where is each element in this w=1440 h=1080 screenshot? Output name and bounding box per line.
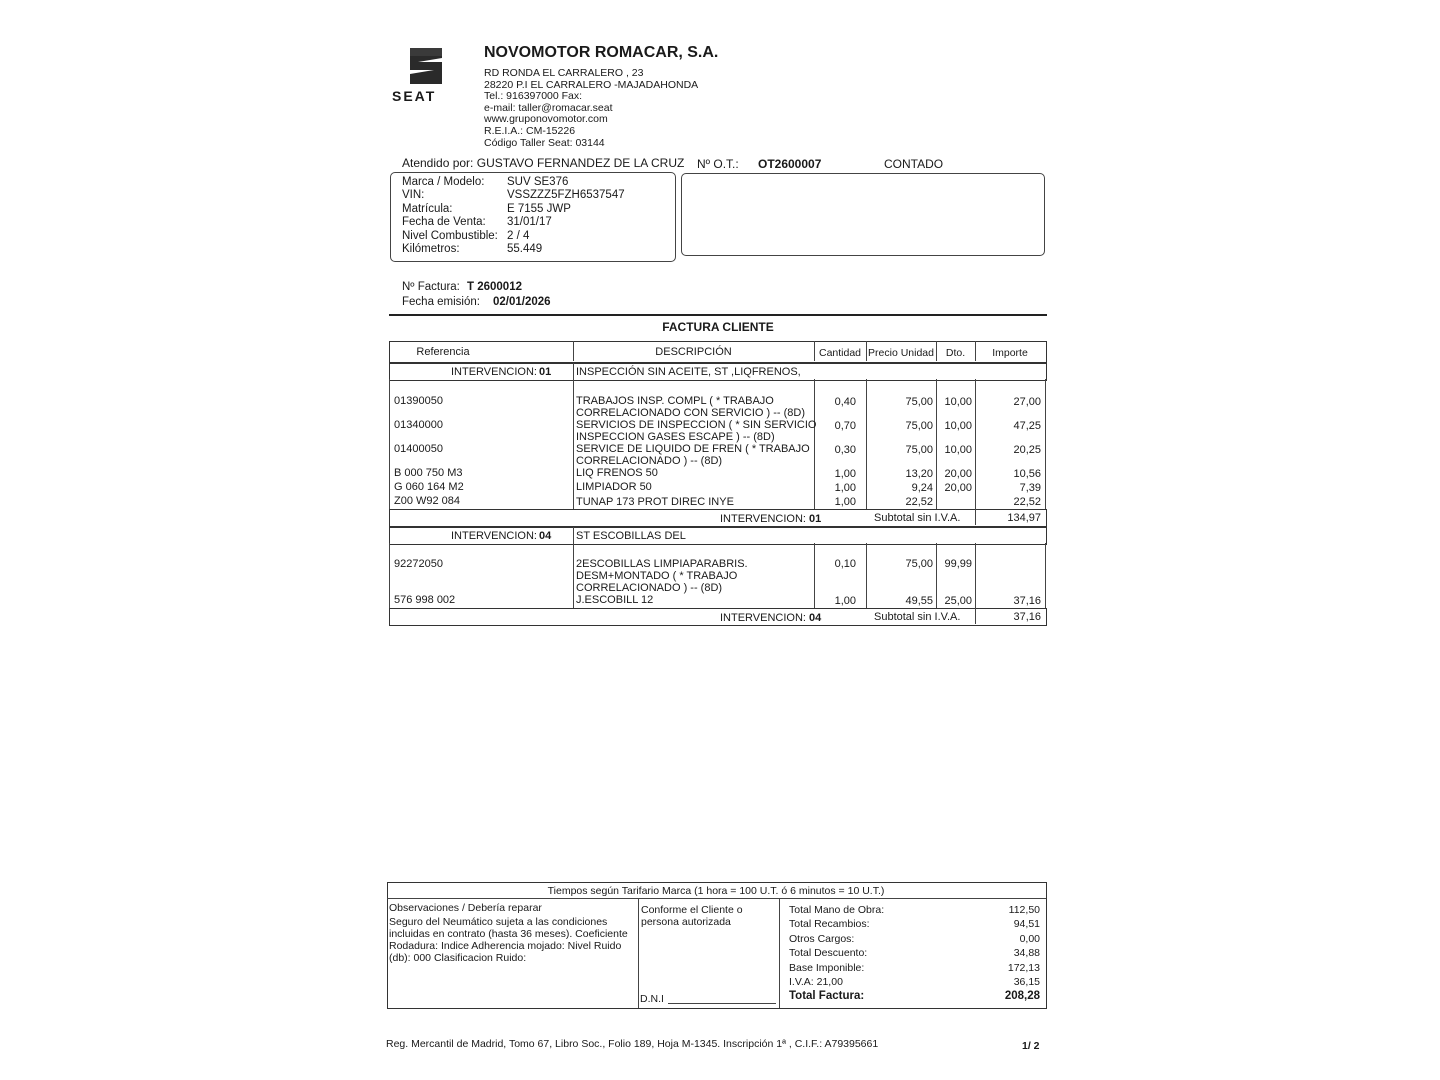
col-divider — [573, 379, 574, 509]
row-price: 49,55 — [905, 595, 933, 607]
total-value: 36,15 — [1013, 976, 1040, 989]
client-line: persona autorizada — [641, 916, 731, 928]
row-disc: 99,99 — [944, 558, 972, 570]
row-desc-line: TRABAJOS INSP. COMPL ( * TRABAJO — [576, 395, 774, 407]
subtotal-value: 37,16 — [1013, 611, 1041, 623]
tarifario-note: Tiempos según Tarifario Marca (1 hora = 100 U.T. ó 6 minutos = 10 U.T.) — [547, 885, 885, 897]
dni-label: D.N.I — [640, 993, 664, 1005]
vehicle-value: E 7155 JWP — [507, 202, 571, 215]
summary-col-divider — [638, 898, 639, 1008]
observations-line: Rodadura: Indice Adherencia mojado: Nivel Ruido — [389, 940, 622, 952]
row-price: 75,00 — [905, 558, 933, 570]
row-amount: 10,56 — [1013, 468, 1041, 480]
col-header-price: Precio Unidad — [868, 347, 934, 359]
address-line: 28220 P.I EL CARRALERO -MAJADAHONDA — [484, 78, 699, 91]
invoice-title: FACTURA CLIENTE — [662, 320, 774, 334]
row-desc-line: J.ESCOBILL 12 — [576, 594, 654, 606]
row-desc-line: DESM+MONTADO ( * TRABAJO — [576, 570, 738, 582]
payment-method: CONTADO — [884, 157, 944, 171]
total-label: Base Imponible: — [789, 961, 865, 974]
total-value: 94,51 — [1013, 918, 1040, 931]
row-qty: 0,40 — [834, 396, 856, 408]
client-signature-label — [641, 904, 743, 928]
row-desc-line: LIQ FRENOS 50 — [576, 467, 658, 479]
invoice-number: T 2600012 — [467, 281, 522, 293]
total-label: Otros Cargos: — [789, 932, 855, 945]
customer-box — [681, 173, 1045, 256]
intervention-number: 01 — [539, 366, 552, 378]
ot-label: Nº O.T.: — [697, 157, 739, 171]
row-qty: 1,00 — [834, 496, 856, 508]
attended-label: Atendido por: — [402, 156, 474, 170]
address-line: Tel.: 916397000 Fax: — [484, 90, 583, 103]
row-desc-line: CORRELACIONADO CON SERVICIO ) -- (8D) — [576, 407, 805, 419]
row-price: 75,00 — [905, 420, 933, 432]
logo-wordmark: SEAT — [392, 88, 437, 104]
intervention-label: INTERVENCION: — [451, 530, 537, 542]
subtotal-intervention-number: 04 — [809, 612, 822, 624]
row-ref: 92272050 — [394, 558, 443, 570]
vehicle-values — [507, 176, 625, 256]
row-desc-line: SERVICIOS DE INSPECCION ( * SIN SERVICIO — [576, 419, 817, 431]
attended-value: GUSTAVO FERNANDEZ DE LA CRUZ — [476, 156, 685, 170]
row-desc-line: CORRELACIONADO ) -- (8D) — [576, 455, 723, 467]
subtotal-intervention-label: INTERVENCION: — [720, 612, 806, 624]
subtotal-intervention-label: INTERVENCION: — [720, 513, 806, 525]
row-ref: G 060 164 M2 — [394, 481, 464, 493]
invoice-number-label: Nº Factura: — [402, 281, 460, 293]
row-ref: 01390050 — [394, 395, 443, 407]
vehicle-value: 55.449 — [507, 243, 543, 256]
intervention-label: INTERVENCION: — [451, 366, 537, 378]
col-divider — [573, 527, 574, 543]
grand-total-value: 208,28 — [1004, 990, 1040, 1002]
vehicle-value: SUV SE376 — [507, 176, 569, 188]
row-amount: 20,25 — [1013, 444, 1041, 456]
vehicle-label: Kilómetros: — [402, 243, 460, 256]
address-line: e-mail: taller@romacar.seat — [484, 101, 613, 114]
table-edge — [1045, 379, 1046, 509]
vehicle-label: Nivel Combustible: — [402, 229, 498, 242]
row-disc: 10,00 — [944, 420, 972, 432]
row-ref: 576 998 002 — [394, 594, 456, 606]
row-price: 9,24 — [911, 482, 933, 494]
row-price: 75,00 — [905, 444, 933, 456]
intervention-number: 04 — [539, 530, 552, 542]
seat-logo-icon — [404, 46, 448, 86]
observations-line: incluidas en contrato (hasta 36 meses). Coeficiente — [389, 928, 628, 940]
row-qty: 0,70 — [834, 420, 856, 432]
total-label: I.V.A: 21,00 — [789, 976, 843, 989]
table-edge — [389, 543, 390, 608]
vehicle-labels — [402, 176, 498, 256]
total-value: 34,88 — [1013, 947, 1040, 960]
row-disc: 10,00 — [944, 396, 972, 408]
invoice-date: 02/01/2026 — [493, 296, 551, 308]
row-desc-line: INSPECCION GASES ESCAPE ) -- (8D) — [576, 431, 775, 443]
row-disc: 25,00 — [944, 595, 972, 607]
row-disc: 20,00 — [944, 468, 972, 480]
address-line: RD RONDA EL CARRALERO , 23 — [484, 67, 644, 79]
row-desc-line: CORRELACIONADO ) -- (8D) — [576, 582, 723, 594]
row-desc-line: SERVICE DE LIQUIDO DE FREN ( * TRABAJO — [576, 443, 810, 455]
row-desc — [576, 558, 748, 594]
row-amount: 27,00 — [1013, 396, 1041, 408]
col-header-disc: Dto. — [945, 347, 966, 359]
col-divider — [573, 363, 574, 379]
intervention-title: ST ESCOBILLAS DEL — [576, 530, 686, 542]
row-desc — [576, 419, 816, 443]
total-label: Total Recambios: — [789, 918, 870, 931]
row-amount: 7,39 — [1019, 482, 1041, 494]
table-edge — [1045, 543, 1046, 608]
table-edge — [389, 379, 390, 509]
row-amount: 47,25 — [1013, 420, 1041, 432]
page-number: 1/ 2 — [1022, 1040, 1040, 1052]
intervention-title: INSPECCIÓN SIN ACEITE, ST ,LIQFRENOS, — [576, 366, 801, 378]
col-header-amount: Importe — [992, 347, 1028, 359]
observations-line: (db): 000 Clasificacion Ruido: — [389, 952, 527, 964]
row-ref: 01340000 — [394, 419, 443, 431]
row-desc — [576, 443, 810, 467]
row-desc-line: TUNAP 173 PROT DIREC INYE — [576, 496, 734, 508]
client-line: Conforme el Cliente o — [641, 904, 743, 916]
total-value: 172,13 — [1007, 961, 1040, 974]
vehicle-value: 2 / 4 — [507, 229, 530, 242]
row-amount: 37,16 — [1013, 595, 1041, 607]
col-header-ref: Referencia — [416, 346, 470, 358]
header-rule — [389, 314, 1047, 316]
vehicle-value: VSSZZZ5FZH6537547 — [507, 189, 625, 202]
summary-col-divider — [779, 898, 780, 1008]
summary-divider — [387, 898, 1046, 899]
row-price: 75,00 — [905, 396, 933, 408]
company-address — [484, 68, 698, 149]
col-header-qty: Cantidad — [818, 347, 862, 359]
row-qty: 1,00 — [834, 595, 856, 607]
row-ref: B 000 750 M3 — [394, 467, 463, 479]
observations-title: Observaciones / Debería reparar — [389, 902, 542, 914]
totals-values — [960, 903, 1040, 989]
grand-total-label: Total Factura: — [789, 990, 865, 1002]
registry-note: Reg. Mercantil de Madrid, Tomo 67, Libro Soc., Folio 189, Hoja M-1345. Inscripción 1ª , C.I.F.: A79395661 — [386, 1038, 879, 1050]
row-price: 22,52 — [905, 496, 933, 508]
vehicle-label: VIN: — [402, 189, 425, 202]
address-line: R.E.I.A.: CM-15226 — [484, 124, 576, 137]
address-line: Código Taller Seat: 03144 — [484, 136, 605, 149]
address-line: www.gruponovomotor.com — [484, 113, 608, 126]
row-qty: 1,00 — [834, 482, 856, 494]
observations-text — [389, 916, 628, 964]
row-amount: 22,52 — [1013, 496, 1041, 508]
row-ref: 01400050 — [394, 443, 443, 455]
subtotal-label: Subtotal sin I.V.A. — [874, 611, 961, 623]
subtotal-label: Subtotal sin I.V.A. — [874, 512, 961, 524]
totals-labels — [789, 903, 884, 989]
total-label: Total Descuento: — [789, 947, 868, 960]
row-qty: 1,00 — [834, 468, 856, 480]
row-desc-line: 2ESCOBILLAS LIMPIAPARABRIS. — [576, 558, 748, 570]
observations-line: Seguro del Neumático sujeta a las condiciones — [389, 916, 608, 928]
row-desc-line: LIMPIADOR 50 — [576, 481, 652, 493]
col-divider — [573, 543, 574, 608]
dni-line — [668, 1003, 776, 1004]
subtotal-value: 134,97 — [1007, 512, 1041, 524]
ot-number: OT2600007 — [758, 157, 822, 171]
row-price: 13,20 — [905, 468, 933, 480]
subtotal-intervention-number: 01 — [809, 513, 822, 525]
row-disc: 10,00 — [944, 444, 972, 456]
company-name: NOVOMOTOR ROMACAR, S.A. — [484, 44, 719, 61]
invoice-date-label: Fecha emisión: — [402, 296, 480, 308]
vehicle-label: Marca / Modelo: — [402, 176, 485, 188]
row-qty: 0,30 — [834, 444, 856, 456]
row-qty: 0,10 — [834, 558, 856, 570]
attended-by — [402, 156, 684, 170]
col-header-desc: DESCRIPCIÓN — [655, 346, 732, 358]
row-desc — [576, 395, 805, 419]
row-ref: Z00 W92 084 — [394, 495, 461, 507]
vehicle-value: 31/01/17 — [507, 216, 552, 229]
total-value: 0,00 — [1019, 932, 1040, 945]
total-value: 112,50 — [1008, 904, 1040, 916]
vehicle-label: Fecha de Venta: — [402, 216, 486, 229]
row-disc: 20,00 — [944, 482, 972, 494]
vehicle-label: Matrícula: — [402, 202, 453, 215]
total-label: Total Mano de Obra: — [789, 904, 885, 916]
